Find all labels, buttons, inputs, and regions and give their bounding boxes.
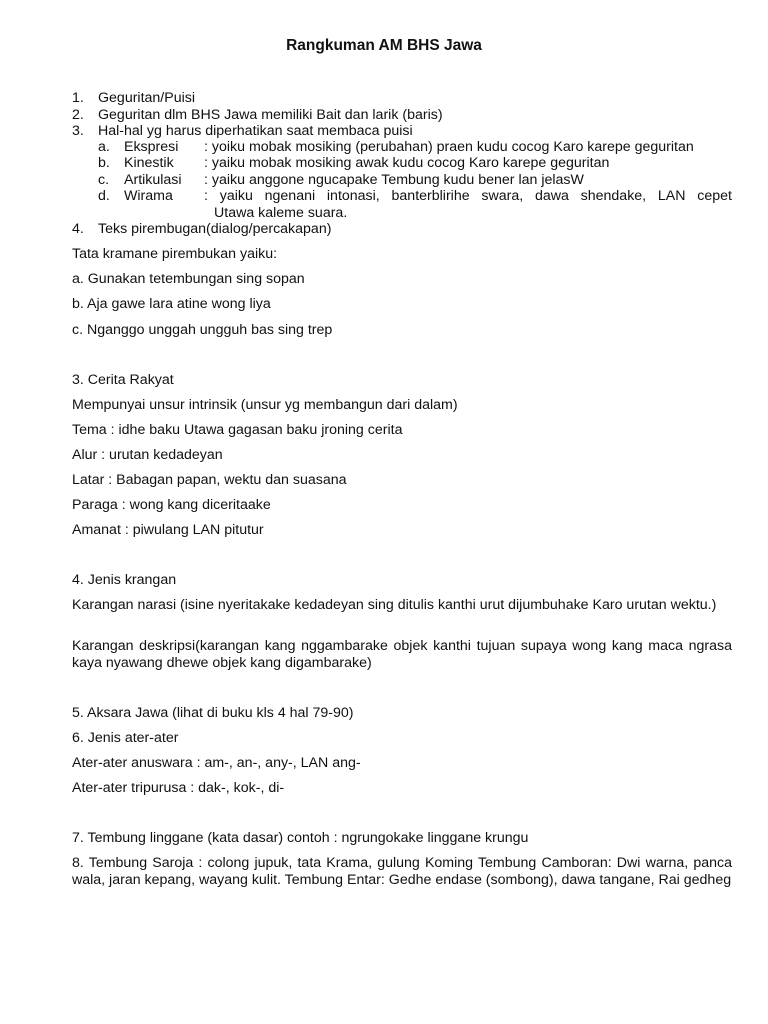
sublist-letter: c. (98, 172, 110, 188)
sublist-letter: a. (98, 139, 110, 155)
sublist-definition: : yaiku ngenani intonasi, banterblirihe swara, dawa shendake, LAN cepet (204, 188, 732, 204)
sublist-definition-continuation: Utawa kaleme suara. (214, 205, 348, 221)
paragraph: Amanat : piwulang LAN pitutur (72, 522, 264, 538)
sublist-definition: : yaiku mobak mosiking awak kudu cocog Karo karepe geguritan (204, 155, 610, 171)
list-item: Geguritan/Puisi (98, 90, 195, 106)
sublist-letter: b. (98, 155, 110, 171)
paragraph: Karangan narasi (isine nyeritakake kedadeyan sing ditulis kanthi urut dijumbuhake Karo urutan wektu.) (72, 597, 717, 613)
list-number: 2. (72, 107, 84, 123)
section-heading: 4. Jenis krangan (72, 572, 177, 588)
paragraph: a. Gunakan tetembungan sing sopan (72, 271, 305, 287)
sublist-term: Artikulasi (124, 172, 182, 188)
list-number: 3. (72, 123, 84, 139)
paragraph: Karangan deskripsi(karangan kang nggambarake objek kanthi tujuan supaya wong kang maca ngrasa kaya nyawang dhewe objek kang digambarake) (72, 638, 732, 671)
paragraph: Latar : Babagan papan, wektu dan suasana (72, 472, 347, 488)
sublist-letter: d. (98, 188, 110, 204)
section-heading: 6. Jenis ater-ater (72, 730, 179, 746)
paragraph: Ater-ater anuswara : am-, an-, any-, LAN ang- (72, 755, 361, 771)
sublist-term: Ekspresi (124, 139, 179, 155)
list-number: 4. (72, 221, 84, 237)
section-heading: 5. Aksara Jawa (lihat di buku kls 4 hal 79-90) (72, 705, 354, 721)
paragraph: Alur : urutan kedadeyan (72, 447, 223, 463)
sublist-term: Kinestik (124, 155, 174, 171)
document-title: Rangkuman AM BHS Jawa (286, 37, 482, 54)
section-heading: 3. Cerita Rakyat (72, 372, 174, 388)
paragraph: Tata kramane pirembukan yaiku: (72, 246, 278, 262)
paragraph: 8. Tembung Saroja : colong jupuk, tata Krama, gulung Koming Tembung Camboran: Dwi warna, panca wala, jaran kepang, wayang kulit. Tembung Entar: Gedhe endase (sombong), dawa tangane, Rai gedheg (72, 855, 732, 888)
list-number: 1. (72, 90, 84, 106)
paragraph: Ater-ater tripurusa : dak-, kok-, di- (72, 780, 285, 796)
sublist-definition: : yaiku anggone ngucapake Tembung kudu bener lan jelasW (204, 172, 584, 188)
sublist-definition: : yoiku mobak mosiking (perubahan) praen kudu cocog Karo karepe geguritan (204, 139, 694, 155)
list-item: Geguritan dlm BHS Jawa memiliki Bait dan larik (baris) (98, 107, 443, 123)
paragraph: c. Nganggo unggah ungguh bas sing trep (72, 322, 333, 338)
paragraph: b. Aja gawe lara atine wong liya (72, 296, 271, 312)
paragraph: Paraga : wong kang diceritaake (72, 497, 271, 513)
paragraph: 7. Tembung linggane (kata dasar) contoh : ngrungokake linggane krungu (72, 830, 529, 846)
list-item: Teks pirembugan(dialog/percakapan) (98, 221, 332, 237)
paragraph: Mempunyai unsur intrinsik (unsur yg membangun dari dalam) (72, 397, 458, 413)
list-item: Hal-hal yg harus diperhatikan saat membaca puisi (98, 123, 413, 139)
sublist-term: Wirama (124, 188, 173, 204)
paragraph: Tema : idhe baku Utawa gagasan baku jroning cerita (72, 422, 403, 438)
